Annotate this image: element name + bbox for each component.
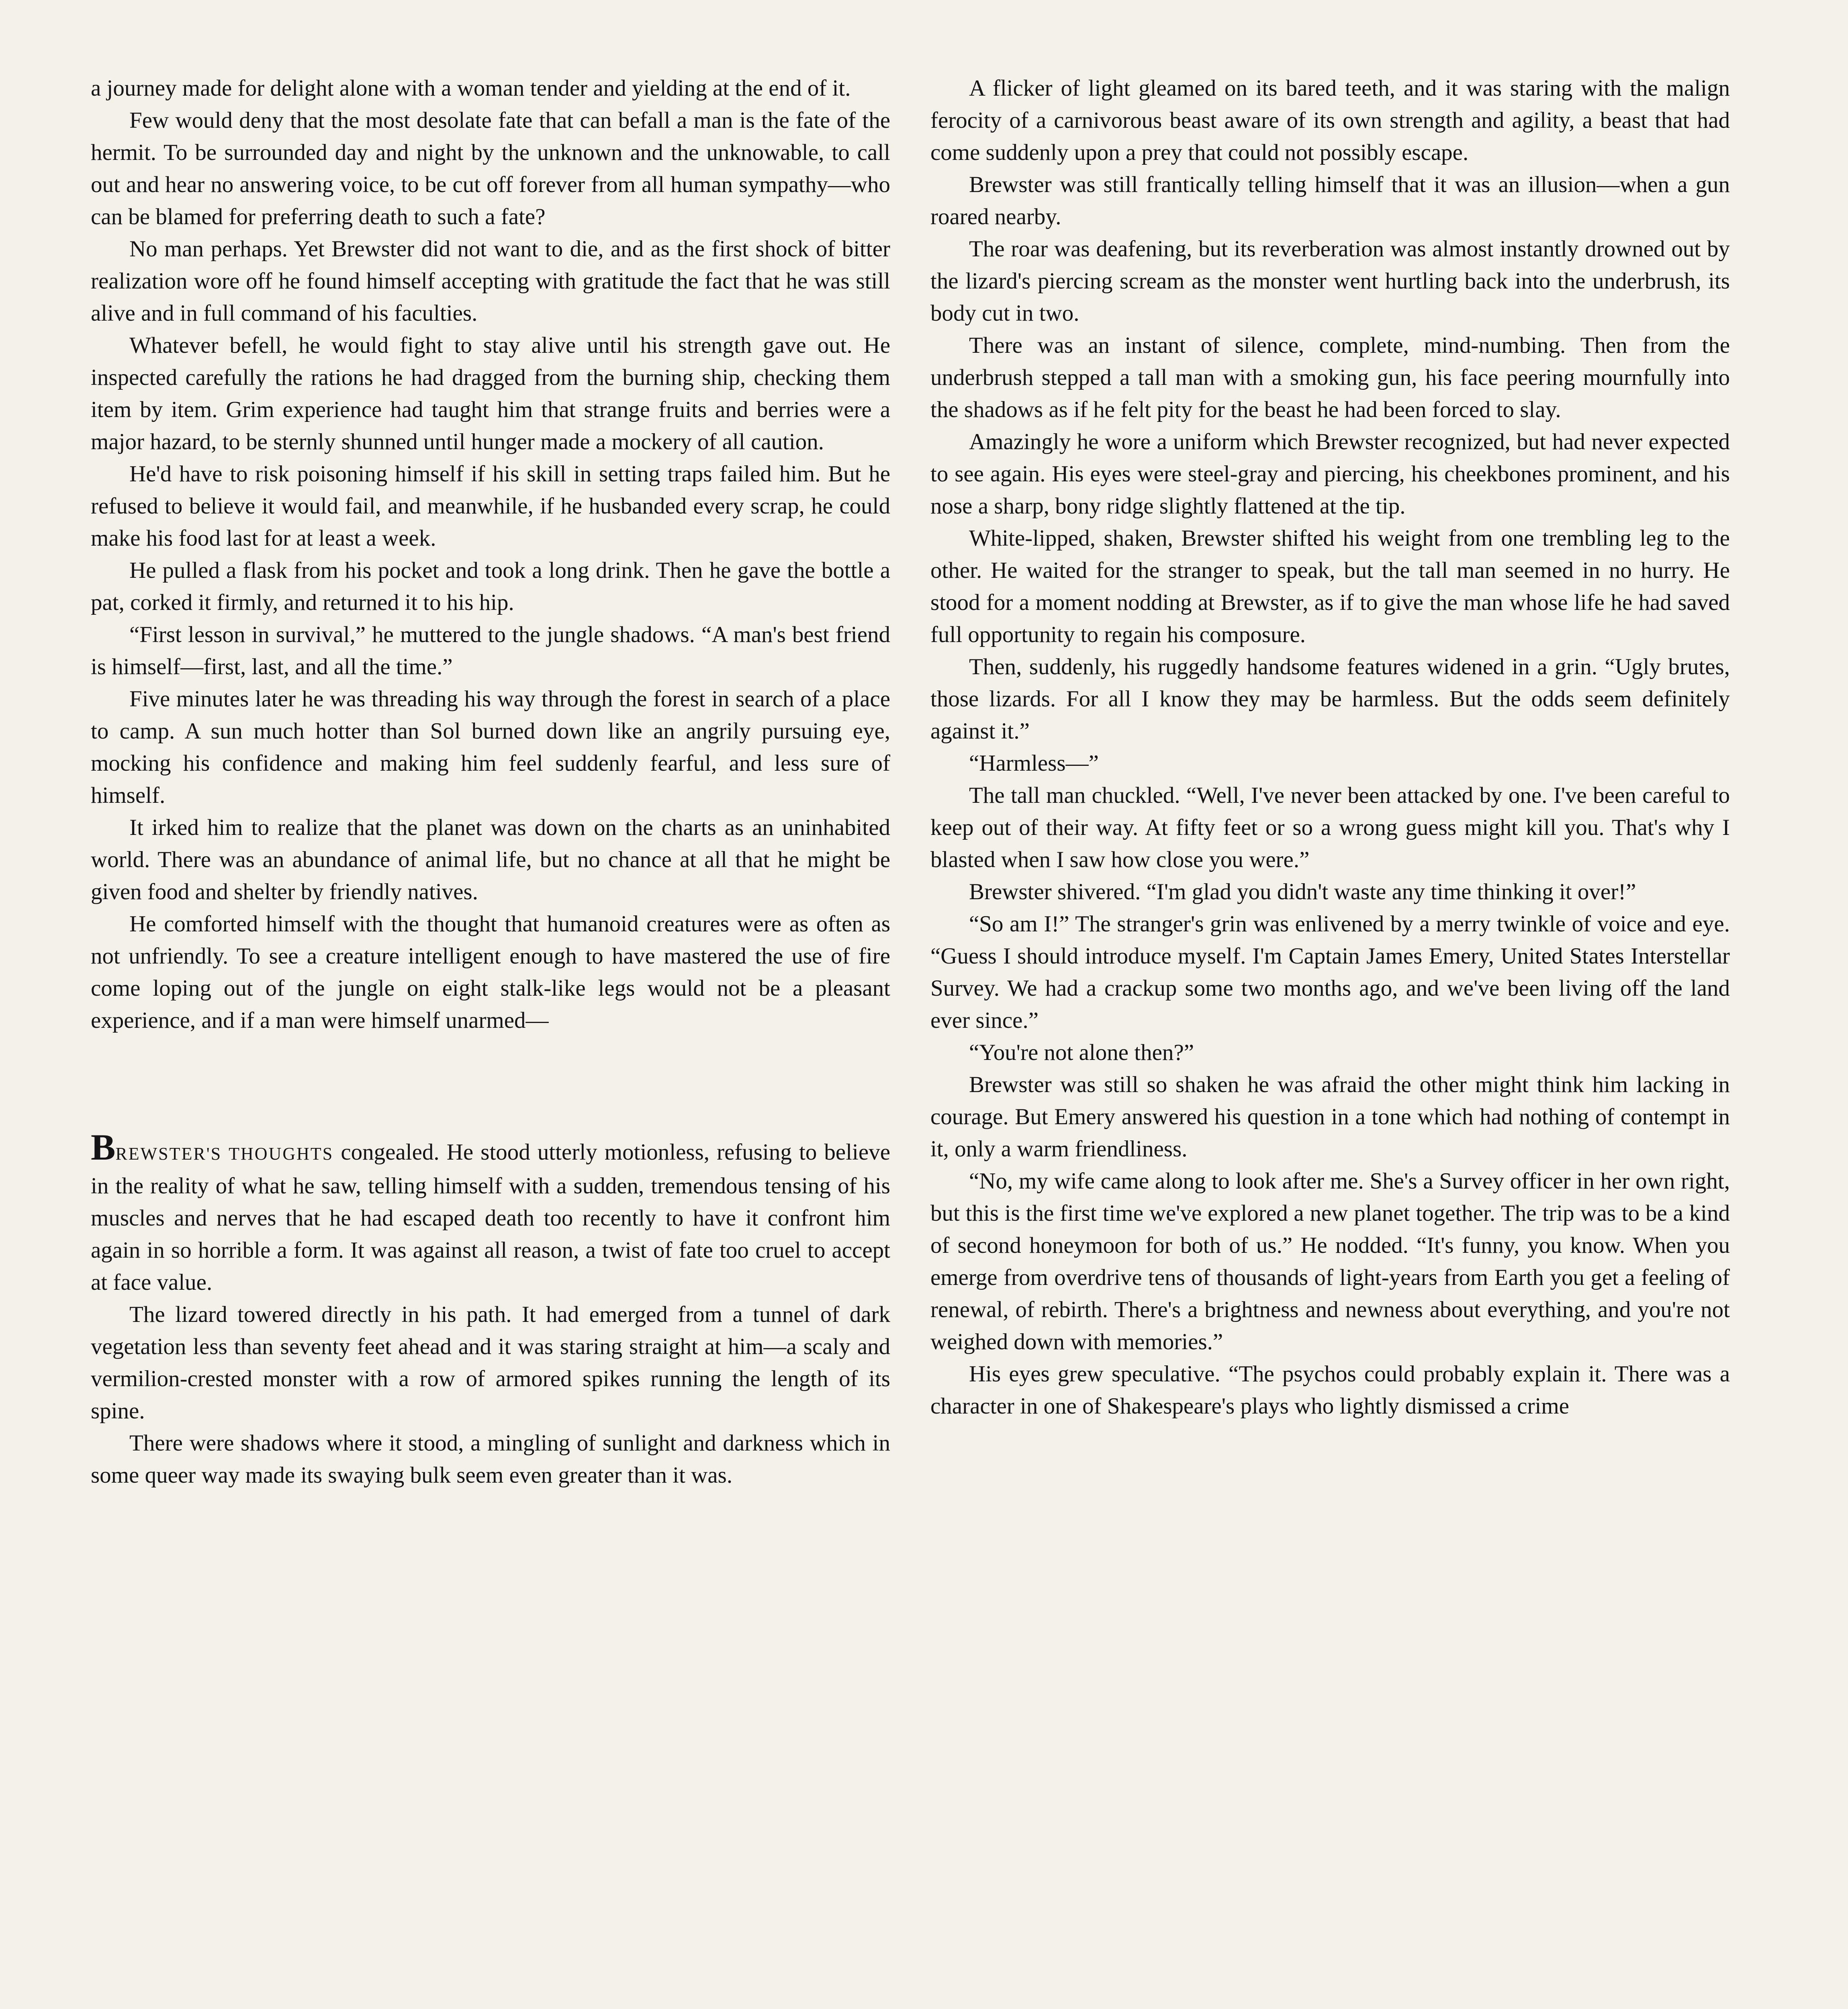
paragraph: A flicker of light gleamed on its bared teeth, and it was staring with the malign ferocity of a carnivorous beast aware of its own strength and agility, a beast that had come suddenly upon a prey that could not possibly escape. [930,76,1730,165]
paragraph: “First lesson in survival,” he muttered to the jungle shadows. “A man's best friend is himself—first, last, and all the time.” [91,622,890,679]
paragraph: He pulled a flask from his pocket and took a long drink. Then he gave the bottle a pat, corked it firmly, and returned it to his hip. [91,558,890,615]
left-text-column [91,72,890,1491]
paragraph: The tall man chuckled. “Well, I've never been attacked by one. I've been careful to keep out of their way. At fifty feet or so a wrong guess might kill you. That's why I blasted when I saw how close you were.” [930,783,1730,872]
paragraph: The roar was deafening, but its reverberation was almost instantly drowned out by the lizard's piercing scream as the monster went hurtling back into the underbrush, its body cut in two. [930,236,1730,326]
paragraph: Brewster shivered. “I'm glad you didn't waste any time thinking it over!” [969,879,1636,904]
paragraph: a journey made for delight alone with a woman tender and yielding at the end of it. [91,76,851,101]
drop-cap: B [91,1127,116,1168]
small-caps-lead: REWSTER'S THOUGHTS [115,1144,334,1164]
paragraph: White-lipped, shaken, Brewster shifted his weight from one trembling leg to the other. He waited for the stranger to speak, but the tall man seemed in no hurry. He stood for a moment nodding at Brewster, as if to give the man whose life he had saved full opportunity to regain his composure. [930,526,1730,647]
paragraph: Few would deny that the most desolate fate that can befall a man is the fate of the hermit. To be surrounded day and night by the unknown and the unknowable, to call out and hear no answering voice, to be cut off forever from all human sympathy—who can be blamed for preferring death to such a fate? [91,108,890,229]
paragraph: Brewster was still frantically telling himself that it was an illusion—when a gun roared nearby. [930,172,1730,229]
paragraph: Amazingly he wore a uniform which Brewster recognized, but had never expected to see again. His eyes were steel-gray and piercing, his cheekbones prominent, and his nose a sharp, bony ridge slightly flattened at the tip. [930,429,1730,519]
paragraph-text: congealed. He stood utterly motionless, refusing to believe in the reality of what he saw, telling himself with a sudden, tremendous tensing of his muscles and nerves that he had escaped death too recently to have it confront him again in so horrible a form. It was against all reason, a twist of fate too cruel to accept at face value. [91,1140,890,1295]
section-break [91,1037,890,1133]
paragraph: He comforted himself with the thought that humanoid creatures were as often as not unfriendly. To see a creature intelligent enough to have mastered the use of fire come loping out of the jungle on eight stalk-like legs would not be a pleasant experience, and if a man were himself unarmed— [91,911,890,1033]
paragraph: No man perhaps. Yet Brewster did not want to die, and as the first shock of bitter realization wore off he found himself accepting with gratitude the fact that he was still alive and in full command of his faculties. [91,236,890,326]
paragraph: He'd have to risk poisoning himself if his skill in setting traps failed him. But he refused to believe it would fail, and meanwhile, if he husbanded every scrap, he could make his food last for at least a week. [91,461,890,551]
paragraph: “No, my wife came along to look after me. She's a Survey officer in her own right, but this is the first time we've explored a new planet together. The trip was to be a kind of second honeymoon for both of us.” He nodded. “It's funny, you know. When you emerge from overdrive tens of thousands of light-years from Earth you get a feeling of renewal, of rebirth. There's a brightness and newness about everything, and you're not weighed down with memories.” [930,1168,1730,1354]
paragraph: “Harmless—” [969,751,1099,776]
paragraph: His eyes grew speculative. “The psychos could probably explain it. There was a character in one of Shakespeare's plays who lightly dismissed a crime [930,1361,1730,1419]
paragraph: Five minutes later he was threading his way through the forest in search of a place to camp. A sun much hotter than Sol burned down like an angrily pursuing eye, mocking his confidence and making him feel suddenly fearful, and less sure of himself. [91,686,890,808]
paragraph: There were shadows where it stood, a mingling of sunlight and darkness which in some queer way made its swaying bulk seem even greater than it was. [91,1430,890,1488]
section-opening-paragraph [91,1127,890,1299]
paragraph: The lizard towered directly in his path. It had emerged from a tunnel of dark vegetation less than seventy feet ahead and it was staring straight at him—a scaly and vermilion-crested monster with a row of armored spikes running the length of its spine. [91,1302,890,1424]
paragraph: There was an instant of silence, complete, mind-numbing. Then from the underbrush stepped a tall man with a smoking gun, his face peering mournfully into the shadows as if he felt pity for the beast he had been forced to slay. [930,333,1730,422]
paragraph: It irked him to realize that the planet was down on the charts as an uninhabited world. There was an abundance of animal life, but no chance at all that he might be given food and shelter by friendly natives. [91,815,890,904]
paragraph: Then, suddenly, his ruggedly handsome features widened in a grin. “Ugly brutes, those lizards. For all I know they may be harmless. But the odds seem definitely against it.” [930,654,1730,744]
paragraph: “So am I!” The stranger's grin was enlivened by a merry twinkle of voice and eye. “Guess I should introduce myself. I'm Captain James Emery, United States Interstellar Survey. We had a crackup some two months ago, and we've been living off the land ever since.” [930,911,1730,1033]
right-text-column [930,72,1730,1422]
paragraph: Brewster was still so shaken he was afraid the other might think him lacking in courage. But Emery answered his question in a tone which had nothing of contempt in it, only a warm friendliness. [930,1072,1730,1162]
paragraph: Whatever befell, he would fight to stay alive until his strength gave out. He inspected carefully the rations he had dragged from the burning ship, checking them item by item. Grim experience had taught him that strange fruits and berries were a major hazard, to be sternly shunned until hunger made a mockery of all caution. [91,333,890,454]
paragraph: “You're not alone then?” [969,1040,1194,1065]
